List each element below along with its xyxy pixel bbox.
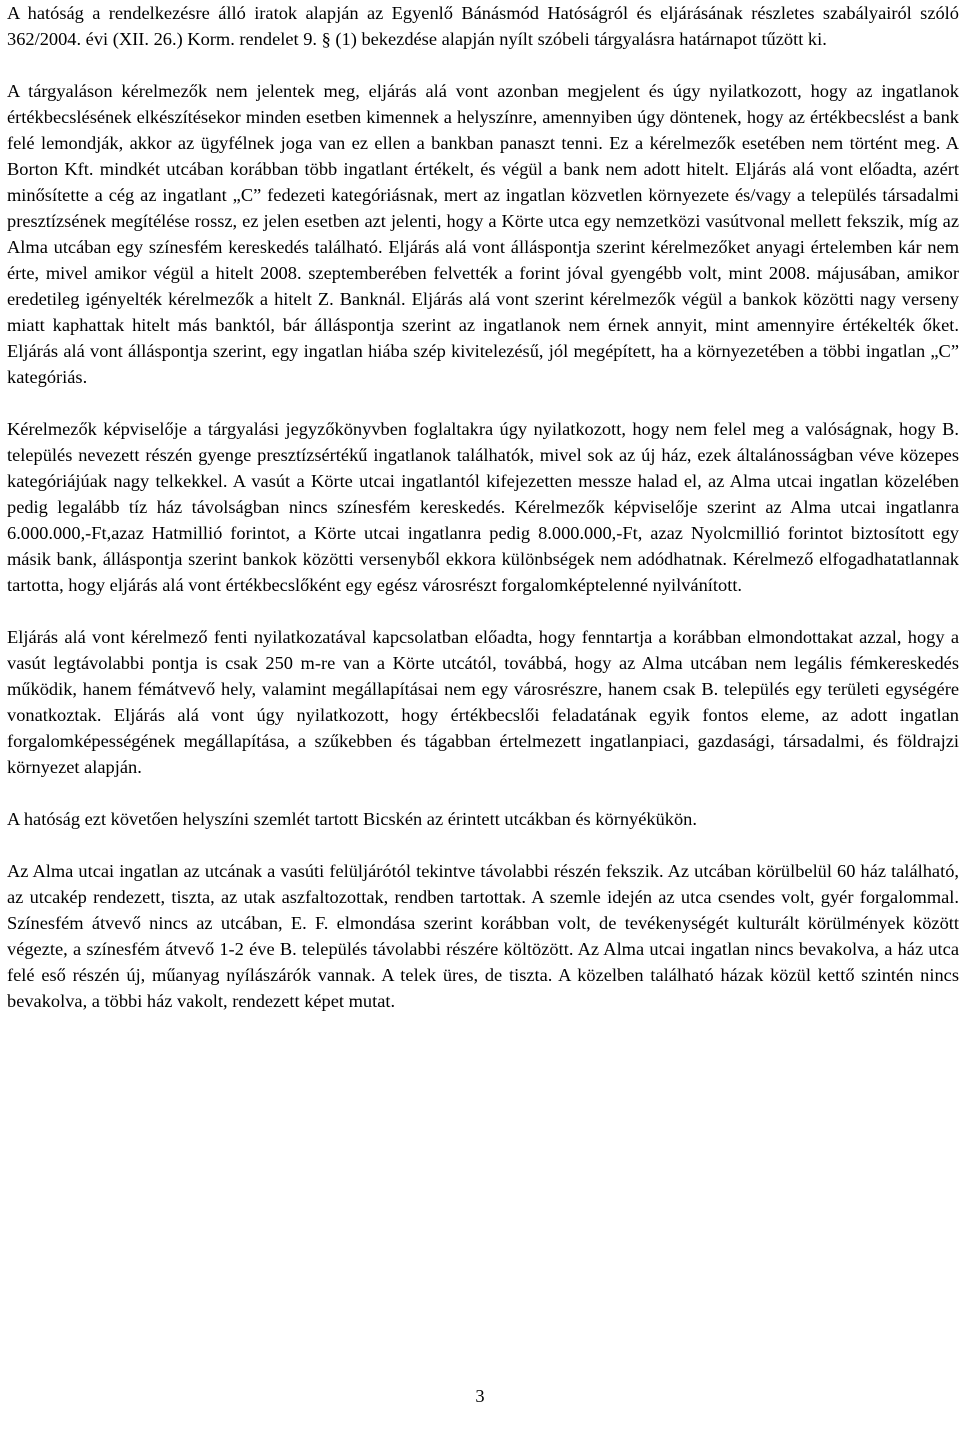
paragraph-alma-street: Az Alma utcai ingatlan az utcának a vasúti felüljárótól tekintve távolabbi részén fekszik. Az utcában körülbelül 60 ház található, az utcakép rendezett, tiszta, az utak aszfaltozottak, rendben tartottak. A szemle idején az utca csendes volt, gyér forgalommal. Színesfém átvevő nincs az utcában, E. F. elmondása szerint korábban volt, de tevékenységét kulturált körülmények között végezte, a színesfém átvevő 1-2 éve B. település távolabbi részére költözött. Az Alma utcai ingatlan nincs bevakolva, a ház utca felé eső részén új, műanyag nyílászárók vannak. A telek üres, de tiszta. A közelben található házak közül kettő szintén nincs bevakolva, a többi ház vakolt, rendezett képet mutat. <box>7 861 959 1011</box>
paragraph-respondent-reply: Eljárás alá vont kérelmező fenti nyilatkozatával kapcsolatban előadta, hogy fenntartja a korábban elmondottakat azzal, hogy a vasút legtávolabbi pontja is csak 250 m-re van a Körte utcától, továbbá, hogy az Alma utcában nem legális fémkereskedés működik, hanem fémátvevő hely, valamint megállapításai nem egy városrészre, hanem csak B. település egy területi egységére vonatkoztak. Eljárás alá vont úgy nyilatkozott, hogy értékbecslői feladatának egyik fontos eleme, az adott ingatlan forgalomképességének megállapítása, a szűkebben és tágabban értelmezett ingatlanpiaci, gazdasági, társadalmi, és földrajzi környezet alapján. <box>7 627 959 777</box>
paragraph-gap <box>7 390 959 416</box>
paragraph-applicant-representative: Kérelmezők képviselője a tárgyalási jegyzőkönyvben foglaltakra úgy nyilatkozott, hogy nem felel meg a valóságnak, hogy B. település nevezett részén gyenge presztízsértékű ingatlanok találhatók, mivel sok az új ház, ezek általánosságban véve közepes kategóriájúak nagy telkekkel. A vasút a Körte utcai ingatlantól kifejezetten messze halad el, az Alma utcai ingatlan közelében pedig legalább tíz ház távolságban nincs színesfém kereskedés. Kérelmezők képviselője szerint az Alma utcai ingatlanra 6.000.000,-Ft,azaz Hatmillió forintot, a Körte utcai ingatlanra pedig 8.000.000,-Ft, azaz Nyolcmillió forintot biztosított egy másik bank, álláspontja szerint bankok közötti versenyből ekkora különbségek nem adódhatnak. Kérelmező elfogadhatatlannak tartotta, hogy eljárás alá vont értékbecslőként egy egész városrészt forgalomképtelenné nyilvánított. <box>7 419 959 595</box>
paragraph-site-inspection: A hatóság ezt követően helyszíni szemlét tartott Bicskén az érintett utcákban és környékükön. <box>7 809 697 829</box>
paragraph-gap <box>7 52 959 78</box>
document-page <box>7 0 959 1014</box>
paragraph-hearing-date: A hatóság a rendelkezésre álló iratok alapján az Egyenlő Bánásmód Hatóságról és eljárásának részletes szabályairól szóló 362/2004. évi (XII. 26.) Korm. rendelet 9. § (1) bekezdése alapján nyílt szóbeli tárgyalásra határnapot tűzött ki. <box>7 3 959 49</box>
paragraph-gap <box>7 832 959 858</box>
page-number: 3 <box>475 1386 485 1406</box>
paragraph-gap <box>7 598 959 624</box>
paragraph-gap <box>7 780 959 806</box>
paragraph-respondent-statement: A tárgyaláson kérelmezők nem jelentek meg, eljárás alá vont azonban megjelent és úgy nyilatkozott, hogy az ingatlanok értékbecslésének elkészítésekor minden esetben kimennek a helyszínre, amennyiben úgy döntenek, hogy az értékbecslést a bank felé lemondják, akkor az ügyfélnek joga van ez ellen a bankban panaszt tenni. Ez a kérelmezők esetében nem történt meg. A Borton Kft. mindkét utcában korábban több ingatlant értékelt, és végül a bank nem adott hitelt. Eljárás alá vont előadta, azért minősítette a cég az ingatlant „C” fedezeti kategóriásnak, mert az ingatlan közvetlen környezete és/vagy a település társadalmi presztízsének megítélése rossz, ez jelen esetben azt jelenti, hogy a Körte utca egy nemzetközi vasútvonal mellett fekszik, míg az Alma utcában egy színesfém kereskedés található. Eljárás alá vont álláspontja szerint kérelmezőket anyagi értelemben kár nem érte, mivel amikor végül a hitelt 2008. szeptemberében felvették a forint jóval gyengébb volt, mint 2008. májusában, amikor eredetileg igényelték kérelmezők a hitelt Z. Banknál. Eljárás alá vont szerint kérelmezők végül a bankok közötti nagy verseny miatt kaphattak hitelt más banktól, bár álláspontja szerint az ingatlanok nem érnek annyit, mint amennyire értékelték őket. Eljárás alá vont álláspontja szerint, egy ingatlan hiába szép kivitelezésű, jól megépített, ha a környezetében a többi ingatlan „C” kategóriás. <box>7 81 959 387</box>
